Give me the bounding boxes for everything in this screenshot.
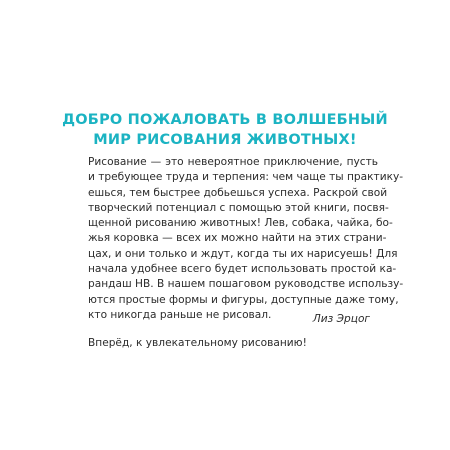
paragraph-line: творческий потенциал с помощью этой книги, посвя- bbox=[88, 201, 389, 214]
paragraph-line: начала удобнее всего будет использовать простой ка- bbox=[88, 263, 397, 276]
title-line-1: ДОБРО ПОЖАЛОВАТЬ В ВОЛШЕБНЫЙ bbox=[62, 112, 388, 128]
author-signature: Лиз Эрцог bbox=[312, 313, 370, 325]
paragraph-line: Рисование — это невероятное приключение, пусть bbox=[88, 156, 378, 168]
paragraph-line: ешься, тем быстрее добьешься успеха. Раскрой свой bbox=[88, 186, 388, 199]
paragraph-line: и требующее труда и терпения: чем чаще ты практику- bbox=[88, 171, 404, 184]
paragraph-line: ются простые формы и фигуры, доступные даже тому, bbox=[88, 293, 399, 306]
paragraph-line: кто никогда раньше не рисовал. bbox=[88, 308, 272, 321]
paragraph-line: щенной рисованию животных! Лев, собака, чайка, бо- bbox=[88, 217, 393, 230]
paragraph-line: цах, и они только и ждут, когда ты их нарисуешь! Для bbox=[88, 247, 398, 260]
paragraph-2: Вперёд, к увлекательному рисованию! bbox=[88, 337, 307, 350]
paragraph-1 bbox=[88, 155, 404, 323]
page-title bbox=[0, 110, 450, 150]
paragraph-line: жья коровка — всех их можно найти на этих страни- bbox=[88, 232, 387, 245]
title-line-2: МИР РИСОВАНИЯ ЖИВОТНЫХ! bbox=[93, 132, 357, 148]
paragraph-line: рандаш НВ. В нашем пошаговом руководстве использу- bbox=[88, 278, 404, 291]
